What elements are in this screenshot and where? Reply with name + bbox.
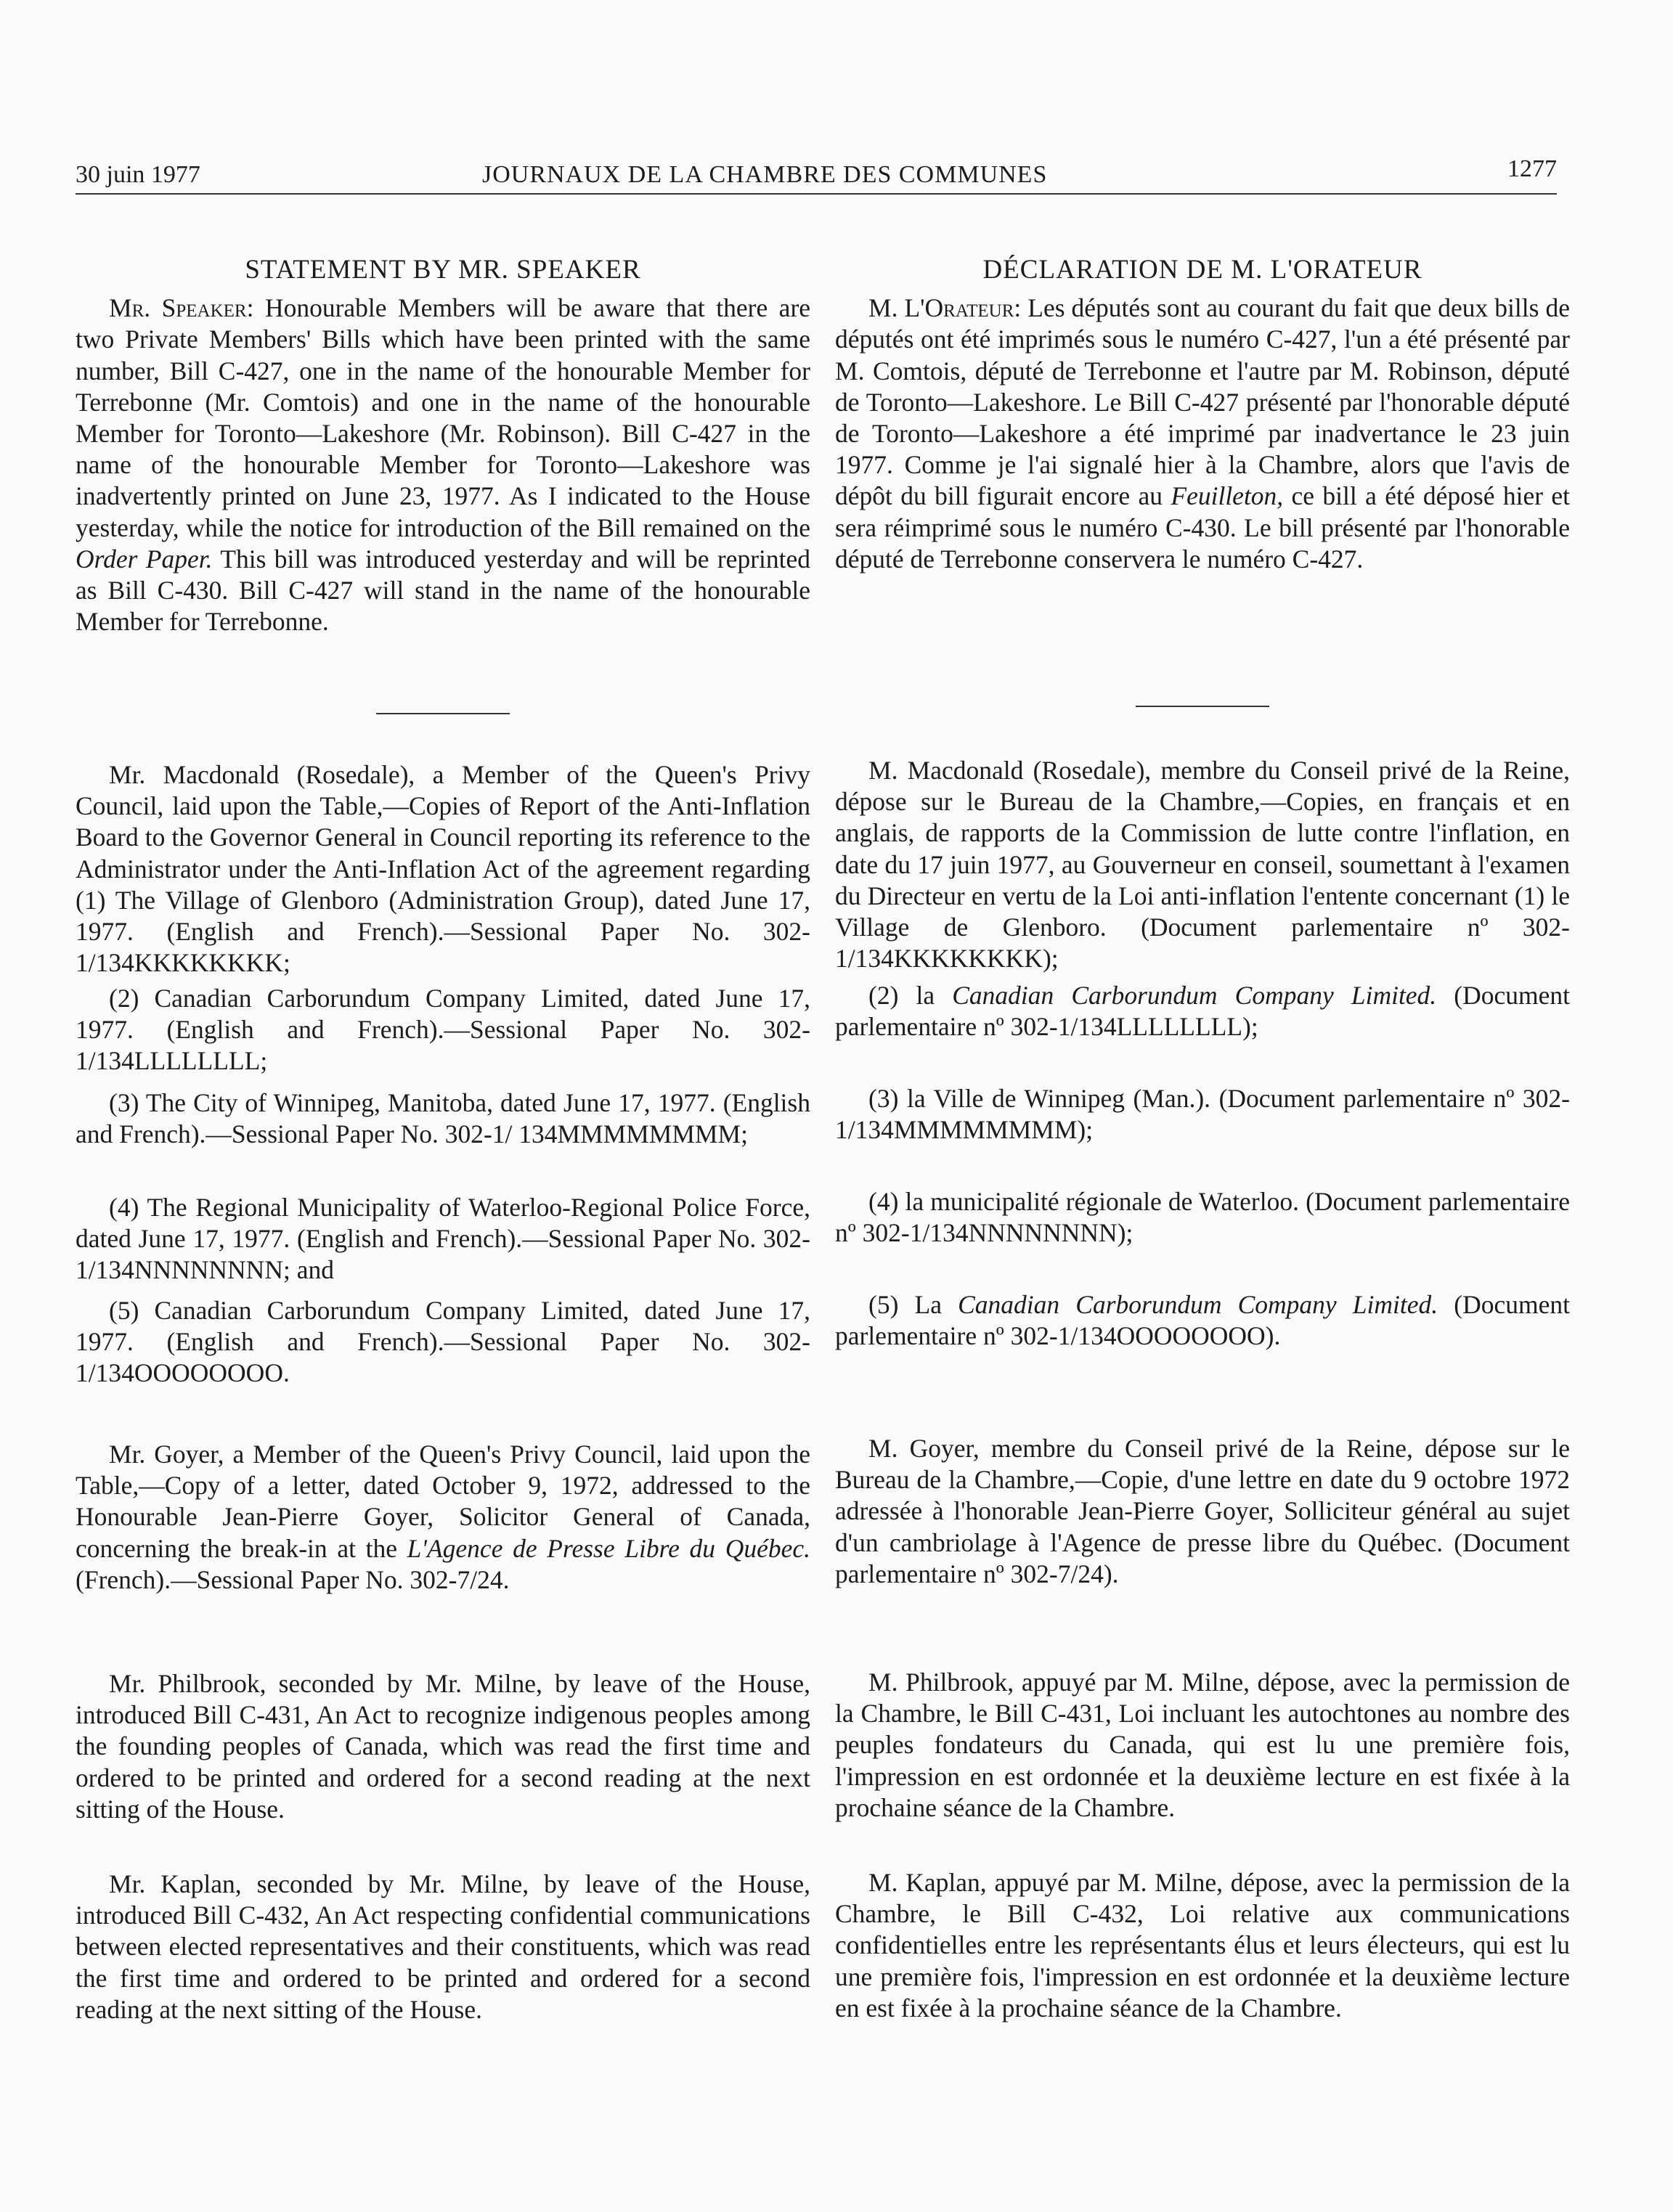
paragraph: Mr. Macdonald (Rosedale), a Member of the Queen's Privy Council, laid upon the Table,—Copies of Report of the Anti-Inflation Board to the Governor General in Council reporting its reference to the Administrator under the Anti-Inflation Act of the agreement regarding (1) The Village of Glenboro (Administration Group), dated June 17, 1977. (English and French).—Sessional Paper No. 302-1/134KKKKKKKK;	[76, 760, 810, 978]
kaplan-entry-fr: M. Kaplan, appuyé par M. Milne, dépose, avec la permission de la Chambre, le Bill C-432, Loi relative aux communications confidentielles entre les représentants élus et leurs électeurs, qui est lu une première fois, l'impression en est ordonnée et la deuxième lecture en est fixée à la prochaine séance de la Chambre.	[835, 1868, 1570, 2023]
philbrook-entry-en: Mr. Philbrook, seconded by Mr. Milne, by leave of the House, introduced Bill C-431, An Act to recognize indigenous peoples among the founding peoples of Canada, which was read the first time and ordered to be printed and ordered for a second reading at the next sitting of the House.	[76, 1669, 810, 1824]
section-heading: STATEMENT BY MR. SPEAKER	[245, 255, 641, 285]
macdonald-item-5: (5) La Canadian Carborundum Company Limited. (Document parlementaire nº 302-1/134OOOOOOOO).	[835, 1290, 1571, 1351]
macdonald-item-5: (5) Canadian Carborundum Company Limited, dated June 17, 1977. (English and French).—Sessional Paper No. 302-1/134OOOOOOOO.	[76, 1296, 810, 1388]
paragraph: Mr. Speaker: Honourable Members will be aware that there are two Private Members' Bills which have been printed with the same number, Bill C-427, one in the name of the honourable Member for Terrebonne (Mr. Comtois) and one in the name of the honourable Member for Toronto—Lakeshore (Mr. Robinson). Bill C-427 in the name of the honourable Member for Toronto—Lakeshore was inadvertently printed on June 23, 1977. As I indicated to the House yesterday, while the notice for introduction of the Bill remained on the Order Paper. This bill was introduced yesterday and will be reprinted as Bill C-430. Bill C-427 will stand in the name of the honourable Member for Terrebonne.	[76, 293, 811, 637]
paragraph: M. L'Orateur: Les députés sont au courant du fait que deux bills de députés ont été imprimés sous le numéro C-427, l'un a été présenté par M. Comtois, député de Terrebonne et l'autre par M. Robinson, député de Toronto—Lakeshore. Le Bill C-427 présenté par l'honorable député de Toronto—Lakeshore a été imprimé par inadvertance le 23 juin 1977. Comme je l'ai signalé hier à la Chambre, alors que l'avis de dépôt du bill figurait encore au Feuilleton, ce bill a été déposé hier et sera réimprimé sous le numéro C-430. Le bill présenté par l'honorable député de Terrebonne conservera le numéro C-427.	[835, 293, 1571, 574]
section-divider	[76, 713, 810, 714]
speaker-label: Mr. Speaker:	[109, 293, 254, 323]
header-title: JOURNAUX DE LA CHAMBRE DES COMMUNES	[482, 161, 1048, 188]
macdonald-item-4: (4) The Regional Municipality of Waterloo-Regional Police Force, dated June 17, 1977. (English and French).—Sessional Paper No. 302-1/134NNNNNNNN; and	[76, 1193, 810, 1285]
section-heading: DÉCLARATION DE M. L'ORATEUR	[982, 255, 1422, 285]
macdonald-entry-fr: M. Macdonald (Rosedale), membre du Conseil privé de la Reine, dépose sur le Bureau de la Chambre,—Copies, en français et en anglais, de rapports de la Commission de lutte contre l'inflation, en date du 17 juin 1977, au Gouverneur en conseil, soumettant à l'examen du Directeur en vertu de la Loi anti-inflation l'entente concernant (1) le Village de Glenboro. (Document parlementaire nº 302-1/134KKKKKKKK);	[835, 756, 1570, 974]
kaplan-entry-en: Mr. Kaplan, seconded by Mr. Milne, by leave of the House, introduced Bill C-432, An Act respecting confidential communications between elected representatives and their constituents, which was read the first time and ordered to be printed and ordered for a second reading at the next sitting of the House.	[76, 1869, 810, 2024]
speaker-statement-fr	[835, 254, 1570, 575]
macdonald-item-3: (3) la Ville de Winnipeg (Man.). (Document parlementaire nº 302-1/134MMMMMMMM);	[835, 1084, 1570, 1145]
macdonald-item-3: (3) The City of Winnipeg, Manitoba, dated June 17, 1977. (English and French).—Sessional Paper No. 302-1/ 134MMMMMMMM;	[76, 1088, 810, 1149]
speaker-label: M. L'Orateur:	[868, 293, 1022, 323]
macdonald-item-4: (4) la municipalité régionale de Waterloo. (Document parlementaire nº 302-1/134NNNNNNNN);	[835, 1187, 1570, 1248]
macdonald-item-2: (2) Canadian Carborundum Company Limited, dated June 17, 1977. (English and French).—Sessional Paper No. 302-1/134LLLLLLLL;	[76, 984, 810, 1076]
macdonald-entry-en	[76, 759, 810, 979]
philbrook-entry-fr: M. Philbrook, appuyé par M. Milne, dépose, avec la permission de la Chambre, le Bill C-431, Loi incluant les autochtones au nombre des peuples fondateurs du Canada, qui est lu une première fois, l'impression en est ordonnée et la deuxième lecture en est fixée à la prochaine séance de la Chambre.	[835, 1668, 1570, 1822]
goyer-entry-en: Mr. Goyer, a Member of the Queen's Privy Council, laid upon the Table,—Copy of a letter, dated October 9, 1972, addressed to the Honourable Jean-Pierre Goyer, Solicitor General of Canada, concerning the break-in at the L'Agence de Presse Libre du Québec. (French).—Sessional Paper No. 302-7/24.	[76, 1440, 810, 1594]
macdonald-item-2: (2) la Canadian Carborundum Company Limited. (Document parlementaire nº 302-1/134LLLLLLLL);	[835, 981, 1570, 1042]
page-header	[76, 145, 1557, 195]
goyer-entry-fr: M. Goyer, membre du Conseil privé de la Reine, dépose sur le Bureau de la Chambre,—Copie, d'une lettre en date du 9 octobre 1972 adressée à l'honorable Jean-Pierre Goyer, Solliciteur général au sujet d'un cambriolage à l'Agence de presse libre du Québec. (Document parlementaire nº 302-7/24).	[835, 1434, 1570, 1588]
section-divider	[835, 706, 1570, 707]
page-number: 1277	[1507, 155, 1557, 182]
header-date: 30 juin 1977	[76, 161, 200, 188]
speaker-statement-en	[76, 254, 810, 637]
